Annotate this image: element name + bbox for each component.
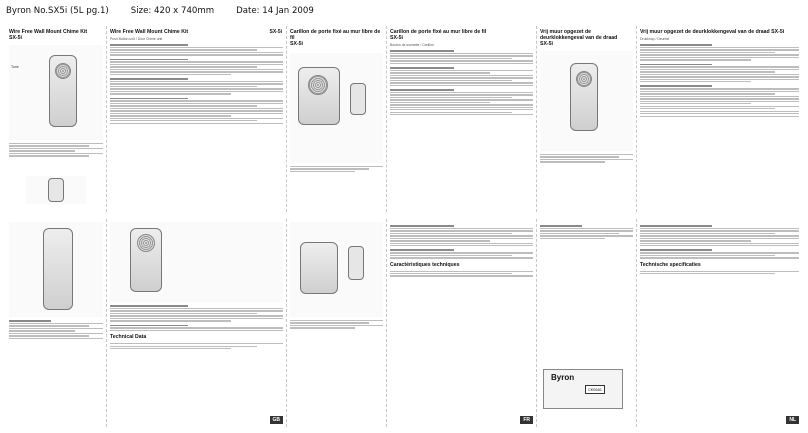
en-model-2: SX-5i — [269, 29, 282, 35]
bottom-sheet — [6, 219, 802, 427]
header-size: Size: 420 x 740mm — [130, 6, 215, 16]
fr-chime-illustration — [290, 53, 383, 163]
panel-en-instructions — [106, 26, 286, 212]
fr-back-chime — [300, 242, 338, 294]
ce-mark: C€0681 — [585, 385, 605, 394]
panel-fr-spec — [386, 219, 536, 427]
fr-speaker-icon — [308, 75, 328, 95]
gb-installation-illustration — [110, 222, 283, 302]
tech-data-fr: Caractéristiques techniques — [390, 261, 460, 268]
print-header — [6, 6, 802, 20]
chime-illustration — [9, 45, 103, 140]
tech-data-nl: Technische specificaties — [640, 261, 701, 268]
lang-tag-fr: FR — [520, 416, 533, 424]
gb-chime-unit — [43, 228, 73, 310]
panel-gb-spec — [106, 219, 286, 427]
panel-gb-back — [6, 219, 106, 427]
panel-nl-cover — [536, 26, 636, 212]
tone-label: Tone — [11, 65, 19, 69]
header-date: Date: 14 Jan 2009 — [236, 6, 314, 16]
en-title-2: Wire Free Wall Mount Chime Kit — [110, 29, 189, 35]
panel-nl-instructions — [636, 26, 802, 212]
tech-data-en: Technical Data — [110, 334, 147, 341]
fr-title-2: Carillon de porte fixé au mur libre de fil — [390, 29, 487, 35]
panel-en-cover — [6, 26, 106, 212]
nl-sub: Drukknop / Deurbel — [640, 37, 670, 41]
nl-speaker-icon — [576, 71, 592, 87]
brand-logo: Byron — [551, 373, 575, 382]
en-model: SX-5i — [9, 35, 22, 41]
speaker-icon — [55, 63, 71, 79]
nl-illustration — [540, 51, 633, 151]
lang-tag-gb: GB — [270, 416, 284, 424]
nl-model: SX-5i — [540, 41, 553, 47]
fr-sub: Bouton de sonnette / Carillon — [390, 43, 434, 47]
push-button-illustration — [26, 176, 86, 204]
push-button-unit — [48, 178, 64, 202]
fr-model-2: SX-5i — [390, 35, 403, 41]
gb-back-illustration — [9, 222, 103, 317]
panel-fr-cover — [286, 26, 386, 212]
panel-nl-spec — [636, 219, 802, 427]
en-title: Wire Free Wall Mount Chime Kit — [9, 29, 88, 35]
panel-nl-back — [536, 219, 636, 427]
fr-back-illustration — [290, 222, 383, 317]
fr-model: SX-5i — [290, 41, 303, 47]
header-product: Byron No.SX5i (5L pg.1) — [6, 6, 109, 16]
panel-fr-instructions — [386, 26, 536, 212]
top-sheet — [6, 26, 802, 212]
panel-fr-back — [286, 219, 386, 427]
en-sub: Push Button unit / Door Chime unit — [110, 37, 163, 41]
lang-tag-nl: NL — [786, 416, 799, 424]
fr-push-button — [350, 83, 366, 115]
nl-title-2: Vrij muur opgezet de deurklokkengeval van de draad SX-5i — [640, 29, 785, 35]
fr-title: Carillon de porte fixé au mur libre de fil — [290, 29, 381, 41]
fr-back-button — [348, 246, 364, 280]
gb-speaker-icon — [137, 234, 155, 252]
nl-title: Vrij muur opgezet de deurklokkengeval van de draad — [540, 29, 618, 41]
